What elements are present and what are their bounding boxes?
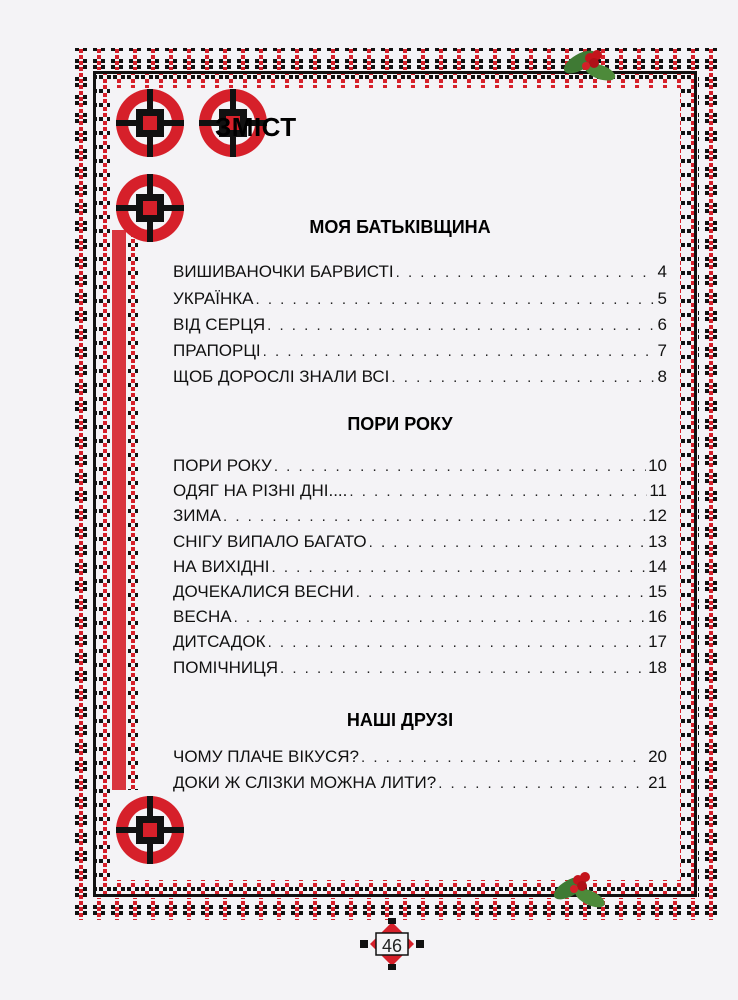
toc-entry-page: 4 xyxy=(657,262,667,281)
toc-entry-page: 8 xyxy=(657,367,667,386)
toc-leader-dots xyxy=(223,508,646,525)
toc-entry-page: 20 xyxy=(648,747,667,766)
toc-entry-page: 10 xyxy=(648,456,667,475)
toc-entry-page: 5 xyxy=(657,289,667,308)
toc-leader-dots xyxy=(369,534,646,551)
toc-entry-title: ДИТСАДОК xyxy=(173,632,266,651)
toc-entry[interactable] xyxy=(173,773,667,799)
section-heading: НАШІ ДРУЗІ xyxy=(346,710,454,730)
toc-entry-title: ПОМІЧНИЦЯ xyxy=(173,658,279,677)
section-heading: МОЯ БАТЬКІВЩИНА xyxy=(309,217,491,237)
toc-entry-page: 15 xyxy=(648,582,667,601)
toc-entry-page: 21 xyxy=(648,773,667,792)
toc-leader-dots xyxy=(274,458,646,475)
page-title: ЗМІСТ xyxy=(215,112,297,142)
toc-entry[interactable] xyxy=(173,632,667,658)
toc-entry-page: 18 xyxy=(648,658,667,677)
toc-entry-title: НА ВИХІДНІ xyxy=(173,557,270,576)
toc-entry[interactable] xyxy=(173,532,667,558)
toc-entry[interactable] xyxy=(173,262,667,288)
toc-leader-dots xyxy=(271,559,646,576)
toc-entry-title: ВЕСНА xyxy=(173,607,232,626)
toc-entry-page: 7 xyxy=(657,341,667,360)
rosette-4 xyxy=(116,796,184,864)
toc-entry-title: ДОЧЕКАЛИСЯ ВЕСНИ xyxy=(173,582,354,601)
toc-leader-dots xyxy=(263,343,656,360)
toc-entry-title: УКРАЇНКА xyxy=(173,289,254,308)
toc-entry-page: 13 xyxy=(648,532,667,551)
toc-entry-title: ЧОМУ ПЛАЧЕ ВІКУСЯ? xyxy=(173,747,359,766)
toc-leader-dots xyxy=(255,291,655,308)
toc-entry[interactable] xyxy=(173,481,667,507)
toc-entry-title: ПРАПОРЦІ xyxy=(173,341,261,360)
toc-entry-page: 16 xyxy=(648,607,667,626)
toc-entry[interactable] xyxy=(173,315,667,341)
toc-entry-page: 6 xyxy=(657,315,667,334)
toc-entry-page: 12 xyxy=(648,506,667,525)
toc-entry-page: 17 xyxy=(648,632,667,651)
toc-entry[interactable] xyxy=(173,506,667,532)
toc-entry-page: 14 xyxy=(648,557,667,576)
toc-entry-title: ЗИМА xyxy=(173,506,221,525)
toc-leader-dots xyxy=(280,660,646,677)
section-heading: ПОРИ РОКУ xyxy=(347,414,453,434)
toc-entry[interactable] xyxy=(173,582,667,608)
toc-entry-title: ВІД СЕРЦЯ xyxy=(173,315,266,334)
toc-entry-title: ПОРИ РОКУ xyxy=(173,456,272,475)
toc-entry-title: СНІГУ ВИПАЛО БАГАТО xyxy=(173,532,367,551)
page-number: 46 xyxy=(381,936,403,956)
toc-entry[interactable] xyxy=(173,747,667,773)
toc-leader-dots xyxy=(234,609,647,626)
toc-entry[interactable] xyxy=(173,289,667,315)
toc-leader-dots xyxy=(349,483,647,500)
toc-entry-title: ЩОБ ДОРОСЛІ ЗНАЛИ ВСІ xyxy=(173,367,390,386)
toc-entry-page: 11 xyxy=(649,481,667,500)
toc-leader-dots xyxy=(356,584,646,601)
toc-leader-dots xyxy=(268,634,647,651)
toc-leader-dots xyxy=(391,369,655,386)
toc-entry[interactable] xyxy=(173,341,667,367)
toc-leader-dots xyxy=(438,775,646,792)
toc-entry-title: ВИШИВАНОЧКИ БАРВИСТІ xyxy=(173,262,394,281)
rosette-1 xyxy=(116,89,184,157)
toc-entry-title: ОДЯГ НА РІЗНІ ДНІ.... xyxy=(173,481,348,500)
toc-entry[interactable] xyxy=(173,456,667,482)
toc-entry[interactable] xyxy=(173,367,667,393)
toc-entry-title: ДОКИ Ж СЛІЗКИ МОЖНА ЛИТИ? xyxy=(173,773,437,792)
toc-leader-dots xyxy=(396,264,656,281)
toc-leader-dots xyxy=(361,749,646,766)
toc-entry[interactable] xyxy=(173,557,667,583)
toc-entry[interactable] xyxy=(173,658,667,684)
toc-entry[interactable] xyxy=(173,607,667,633)
toc-leader-dots xyxy=(267,317,655,334)
